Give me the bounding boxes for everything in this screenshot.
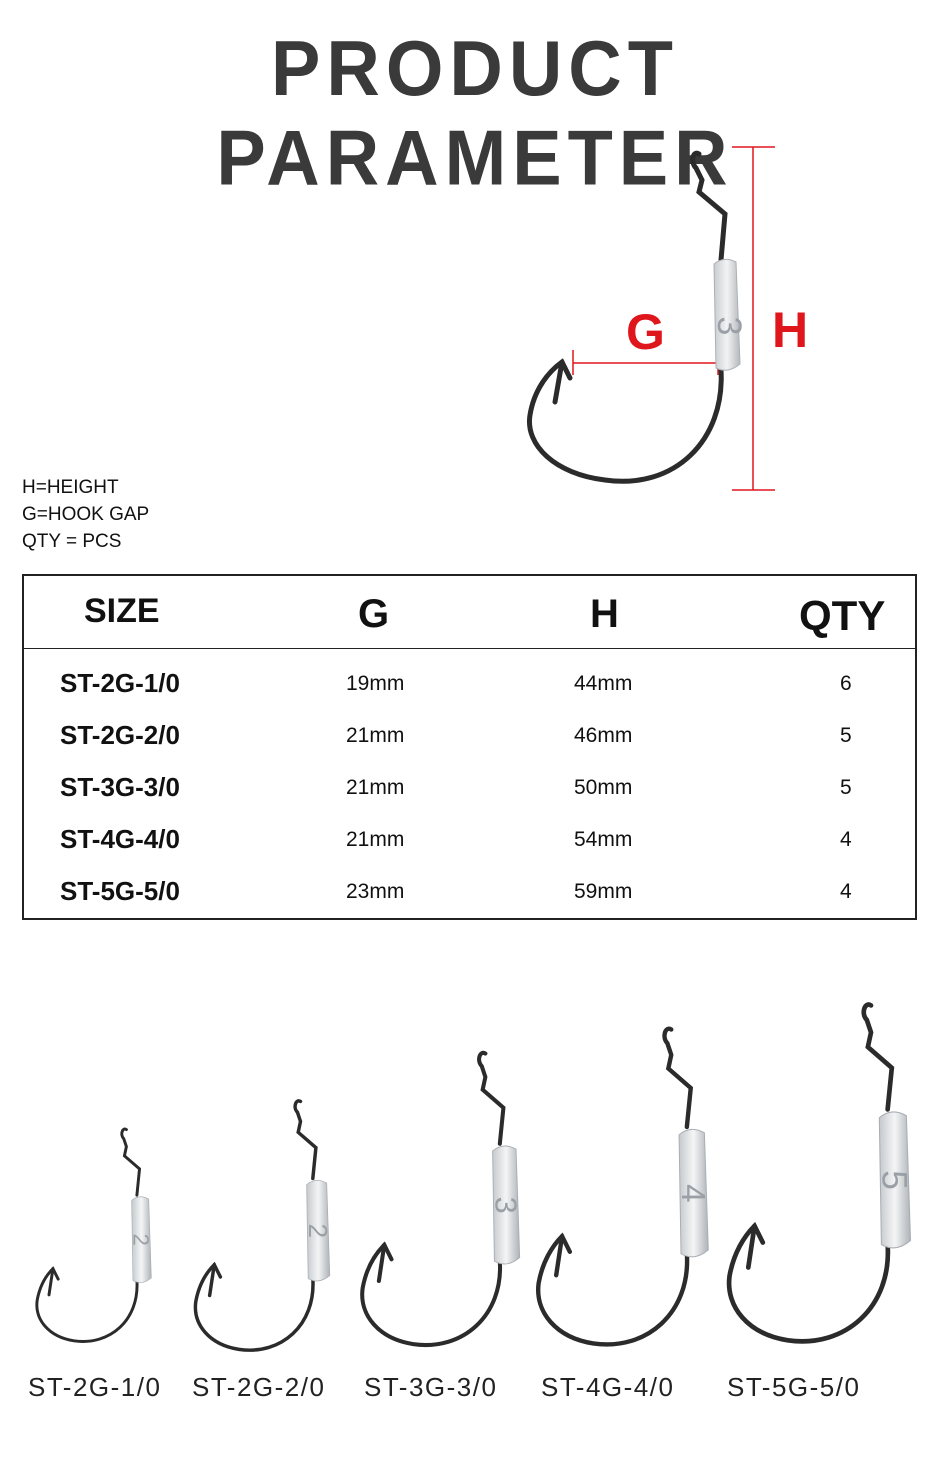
table-row <box>24 872 915 924</box>
cell-size: ST-5G-5/0 <box>60 876 180 906</box>
cell-h: 59mm <box>574 880 633 903</box>
cell-qty: 4 <box>840 828 852 851</box>
gap-label: G <box>626 304 665 360</box>
cell-h: 46mm <box>574 724 633 747</box>
cell-g: 19mm <box>346 672 405 695</box>
table-row <box>24 768 915 820</box>
weight-number: 5 <box>874 1170 914 1190</box>
header-qty: QTY <box>799 592 886 639</box>
header-h: H <box>590 592 619 636</box>
cell-qty: 5 <box>840 724 852 747</box>
height-label: H <box>772 302 809 358</box>
cell-qty: 6 <box>840 672 852 695</box>
cell-size: ST-2G-2/0 <box>60 720 180 750</box>
cell-qty: 5 <box>840 776 852 799</box>
cell-qty: 4 <box>840 880 852 903</box>
page-title: PRODUCT PARAMETER <box>216 24 734 202</box>
table-row <box>24 664 915 716</box>
legend-height: H=HEIGHT <box>22 477 119 498</box>
hook-image-4 <box>525 1015 720 1395</box>
hook-label-5: ST-5G-5/0 <box>727 1372 861 1402</box>
hook-label-2: ST-2G-2/0 <box>192 1372 326 1402</box>
weight-number: 2 <box>128 1233 154 1246</box>
spec-table <box>22 574 917 920</box>
cell-g: 23mm <box>346 880 405 903</box>
weight-number: 3 <box>488 1196 524 1214</box>
legend-gap: G=HOOK GAP <box>22 504 150 525</box>
table-row <box>24 820 915 872</box>
legend <box>22 474 149 555</box>
weight-number: 4 <box>673 1184 711 1203</box>
cell-size: ST-2G-1/0 <box>60 668 180 698</box>
cell-size: ST-3G-3/0 <box>60 772 180 802</box>
hook-image-3 <box>350 1035 540 1415</box>
cell-g: 21mm <box>346 724 405 747</box>
cell-g: 21mm <box>346 828 405 851</box>
weight-number: 2 <box>302 1223 333 1239</box>
table-row <box>24 716 915 768</box>
hook-label-1: ST-2G-1/0 <box>28 1372 162 1402</box>
header-size: SIZE <box>84 592 160 630</box>
cell-h: 44mm <box>574 672 633 695</box>
table-header <box>24 576 915 649</box>
hook-label-4: ST-4G-4/0 <box>541 1372 675 1402</box>
legend-qty: QTY = PCS <box>22 531 122 552</box>
hook-label-3: ST-3G-3/0 <box>364 1372 498 1402</box>
cell-g: 21mm <box>346 776 405 799</box>
hook-wire <box>693 153 725 260</box>
lead-weight <box>714 259 740 370</box>
hook-image-1 <box>28 1085 188 1465</box>
cell-h: 54mm <box>574 828 633 851</box>
svg-text:3: 3 <box>710 316 748 336</box>
cell-size: ST-4G-4/0 <box>60 824 180 854</box>
hook-lineup <box>0 990 950 1390</box>
cell-h: 50mm <box>574 776 633 799</box>
hook-image-5 <box>715 995 915 1375</box>
header-g: G <box>358 592 390 636</box>
